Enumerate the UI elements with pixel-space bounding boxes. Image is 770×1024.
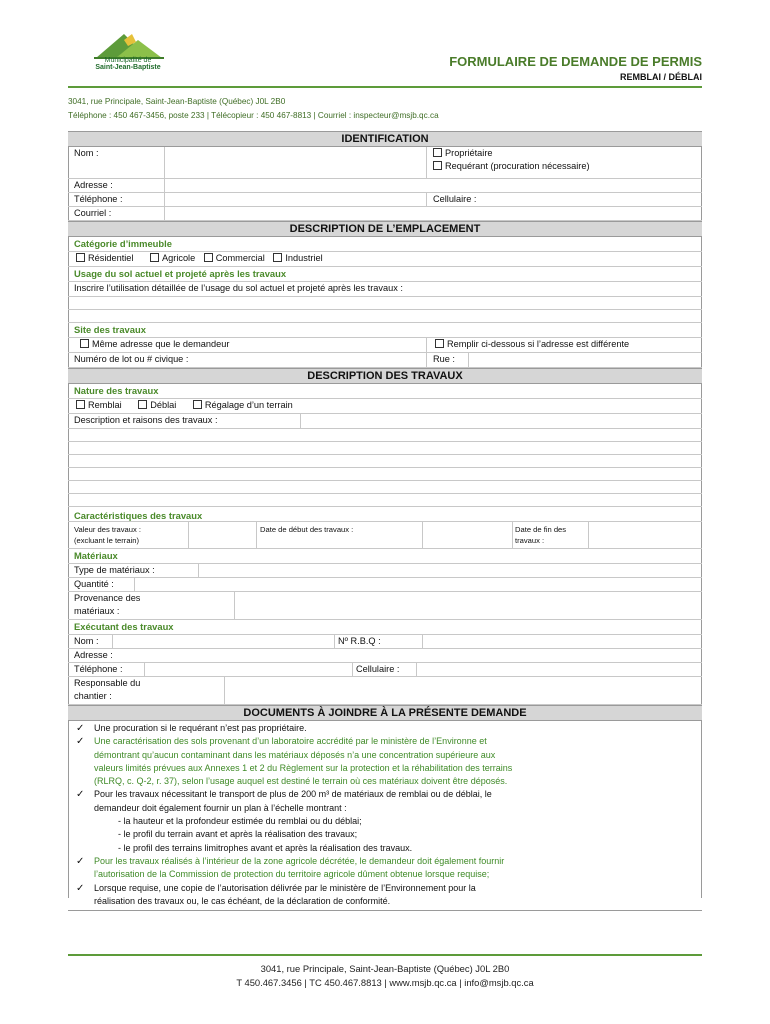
header-divider xyxy=(68,86,702,88)
label-rbq: Nº R.B.Q : xyxy=(334,635,426,648)
heading-usage: Usage du sol actuel et projeté après les travaux xyxy=(68,267,702,282)
label-courriel: Courriel : xyxy=(74,208,112,218)
check-icon: ✓ xyxy=(76,736,85,748)
label-executant-nom: Nom : xyxy=(74,636,99,646)
row-executant-telephone xyxy=(68,663,702,677)
address-line: 3041, rue Principale, Saint-Jean-Baptiste (Québec) J0L 2B0 xyxy=(68,97,286,106)
label-lot: Numéro de lot ou # civique : xyxy=(74,354,189,364)
section-identification: IDENTIFICATION xyxy=(68,131,702,147)
checkbox-residentiel[interactable] xyxy=(76,253,85,262)
description-line-2[interactable] xyxy=(68,442,702,455)
option-remplir[interactable]: Remplir ci-dessous si l’adresse est différente xyxy=(426,338,702,352)
contact-line: Téléphone : 450 467-3456, poste 233 | Télécopieur : 450 467-8813 | Courriel : inspecteur@msjb.qc.ca xyxy=(68,111,439,120)
checkbox-proprietaire[interactable] xyxy=(433,148,442,157)
label-date-debut: Date de début des travaux : xyxy=(256,522,426,548)
row-executant-nom xyxy=(68,635,702,649)
checkbox-remplir[interactable] xyxy=(435,339,444,348)
role-options xyxy=(426,147,702,178)
option-remblai[interactable]: Remblai xyxy=(76,400,122,410)
heading-caracteristiques: Caractéristiques des travaux xyxy=(68,507,702,522)
option-agricole[interactable]: Agricole xyxy=(150,253,195,263)
option-regalage[interactable]: Régalage d’un terrain xyxy=(193,400,293,410)
date-debut-field[interactable] xyxy=(422,522,513,548)
type-field[interactable] xyxy=(198,564,702,577)
section-travaux: DESCRIPTION DES TRAVAUX xyxy=(68,368,702,384)
label-executant-cellulaire: Cellulaire : xyxy=(352,663,420,676)
row-provenance xyxy=(68,592,702,620)
row-telephone xyxy=(68,193,702,207)
option-proprietaire[interactable]: Propriétaire xyxy=(433,147,702,160)
heading-materiaux: Matériaux xyxy=(68,549,702,564)
checkbox-remblai[interactable] xyxy=(76,400,85,409)
row-nom xyxy=(68,147,702,179)
plan-sub-item: - le profil du terrain avant et après la réalisation des travaux; xyxy=(118,829,358,840)
label-responsable: Responsable du chantier : xyxy=(74,678,141,701)
document-item-cptaq: ✓ Pour les travaux réalisés à l’intérieur de la zone agricole décrétée, le demandeur doit également fournir l’autorisation de la Commission de protection du territoire agricole dûment obtenue lorsque requise; xyxy=(76,855,505,880)
courriel-field[interactable] xyxy=(164,207,702,220)
footer-contact: T 450.467.3456 | TC 450.467.8813 | www.msjb.qc.ca | info@msjb.qc.ca xyxy=(236,977,534,988)
label-quantite: Quantité : xyxy=(74,579,114,589)
row-adresse xyxy=(68,179,702,193)
row-type-materiaux xyxy=(68,564,702,578)
document-item-environnement: ✓ Lorsque requise, une copie de l’autorisation délivrée par le ministère de l’Environnement pour la réalisation des travaux ou, le cas échéant, de la déclaration de conformité. xyxy=(76,882,476,906)
form-bottom-border xyxy=(68,910,702,911)
document-item-procuration: ✓ Une procuration si le requérant n’est pas propriétaire. xyxy=(76,723,307,734)
usage-line-2[interactable] xyxy=(68,310,702,323)
heading-site: Site des travaux xyxy=(68,323,702,338)
cellulaire-field[interactable]: Cellulaire : xyxy=(426,193,702,206)
footer-divider xyxy=(68,954,702,956)
option-requerant[interactable]: Requérant (procuration nécessaire) xyxy=(433,160,702,173)
checkbox-deblai[interactable] xyxy=(138,400,147,409)
documents-list xyxy=(68,721,702,908)
label-type: Type de matériaux : xyxy=(74,565,155,575)
executant-telephone-field[interactable] xyxy=(144,663,353,676)
date-fin-field[interactable] xyxy=(588,522,702,548)
form-title: FORMULAIRE DE DEMANDE DE PERMIS xyxy=(449,54,702,69)
description-line-3[interactable] xyxy=(68,455,702,468)
check-icon: ✓ xyxy=(76,882,85,894)
plan-sub-item: - le profil des terrains limitrophes avant et après la réalisation des travaux. xyxy=(118,842,413,853)
rue-field[interactable] xyxy=(468,353,702,367)
row-courriel xyxy=(68,207,702,221)
executant-nom-field[interactable] xyxy=(112,635,335,648)
label-nom: Nom : xyxy=(74,148,99,158)
responsable-field[interactable] xyxy=(224,677,702,704)
rbq-field[interactable] xyxy=(422,635,702,648)
checkbox-commercial[interactable] xyxy=(204,253,213,262)
nom-field[interactable] xyxy=(164,147,427,178)
heading-categorie: Catégorie d’immeuble xyxy=(68,237,702,252)
option-deblai[interactable]: Déblai xyxy=(138,400,176,410)
section-documents: DOCUMENTS À JOINDRE À LA PRÉSENTE DEMANDE xyxy=(68,705,702,721)
logo-text: Municipalité de Saint-Jean-Baptiste xyxy=(95,57,161,71)
option-commercial[interactable]: Commercial xyxy=(204,253,265,263)
telephone-field[interactable] xyxy=(164,193,427,206)
description-line-1[interactable] xyxy=(68,429,702,442)
row-quantite xyxy=(68,578,702,592)
adresse-field[interactable] xyxy=(164,179,702,192)
row-description xyxy=(68,414,702,429)
label-executant-adresse: Adresse : xyxy=(74,650,113,660)
description-line-4[interactable] xyxy=(68,468,702,481)
option-residentiel[interactable]: Résidentiel xyxy=(76,253,133,263)
executant-cellulaire-field[interactable] xyxy=(416,663,702,676)
checkbox-agricole[interactable] xyxy=(150,253,159,262)
row-lot xyxy=(68,353,702,368)
usage-instructions: Inscrire l’utilisation détaillée de l’usage du sol actuel et projeté après les travaux : xyxy=(68,282,702,297)
check-icon: ✓ xyxy=(76,855,85,867)
plan-sub-item: - la hauteur et la profondeur estimée du remblai ou du déblai; xyxy=(118,816,362,827)
option-industriel[interactable]: Industriel xyxy=(273,253,322,263)
executant-adresse-field[interactable] xyxy=(134,649,702,662)
row-caracteristiques xyxy=(68,522,702,549)
label-adresse: Adresse : xyxy=(74,180,113,190)
usage-line-1[interactable] xyxy=(68,297,702,310)
quantite-field[interactable] xyxy=(134,578,702,591)
checkbox-meme-adresse[interactable] xyxy=(80,339,89,348)
row-executant-adresse xyxy=(68,649,702,663)
row-responsable xyxy=(68,677,702,705)
description-line-6[interactable] xyxy=(68,494,702,507)
option-meme-adresse[interactable]: Même adresse que le demandeur xyxy=(68,339,229,349)
check-icon: ✓ xyxy=(76,723,85,734)
document-item-plan: ✓ Pour les travaux nécessitant le transport de plus de 200 m³ de matériaux de remblai ou de déblai, le demandeur doit également fournir un plan à l’échelle montrant : xyxy=(76,789,492,813)
row-categories xyxy=(68,252,702,267)
row-site-options xyxy=(68,338,702,353)
label-rue: Rue : xyxy=(426,353,475,367)
heading-executant: Exécutant des travaux xyxy=(68,620,702,635)
footer-address: 3041, rue Principale, Saint-Jean-Baptiste (Québec) J0L 2B0 xyxy=(260,963,510,974)
provenance-field[interactable] xyxy=(234,592,702,619)
checkbox-regalage[interactable] xyxy=(193,400,202,409)
row-nature-options xyxy=(68,399,702,414)
description-line-5[interactable] xyxy=(68,481,702,494)
description-field[interactable] xyxy=(300,414,702,428)
label-telephone: Téléphone : xyxy=(74,194,123,204)
label-date-fin: Date de fin des travaux : xyxy=(512,522,591,548)
label-description: Description et raisons des travaux : xyxy=(74,415,218,425)
section-emplacement: DESCRIPTION DE L’EMPLACEMENT xyxy=(68,221,702,237)
permit-form xyxy=(68,131,702,911)
label-provenance: Provenance des matériaux : xyxy=(74,593,141,616)
checkbox-industriel[interactable] xyxy=(273,253,282,262)
checkbox-requerant[interactable] xyxy=(433,161,442,170)
label-valeur: Valeur des travaux : (excluant le terrain) xyxy=(74,525,141,545)
label-executant-telephone: Téléphone : xyxy=(74,664,123,674)
heading-nature: Nature des travaux xyxy=(68,384,702,399)
valeur-field[interactable] xyxy=(188,522,257,548)
document-item-caracterisation: ✓ Une caractérisation des sols provenant d’un laboratoire accrédité par le ministère de l’Environne et démontrant qu’aucun contaminant dans les matériaux déposés n’a une concentration supérieure aux valeurs limités prévues aux Annexes 1 et 2 du Règlement sur la protection et la réhabilitation des terrains (RLRQ, c. Q-2, r. 37), selon l’usage auquel est destiné le terrain où ces matériaux doivent être déposés. xyxy=(76,736,513,787)
form-subtitle: REMBLAI / DÉBLAI xyxy=(620,72,702,82)
check-icon: ✓ xyxy=(76,789,85,801)
